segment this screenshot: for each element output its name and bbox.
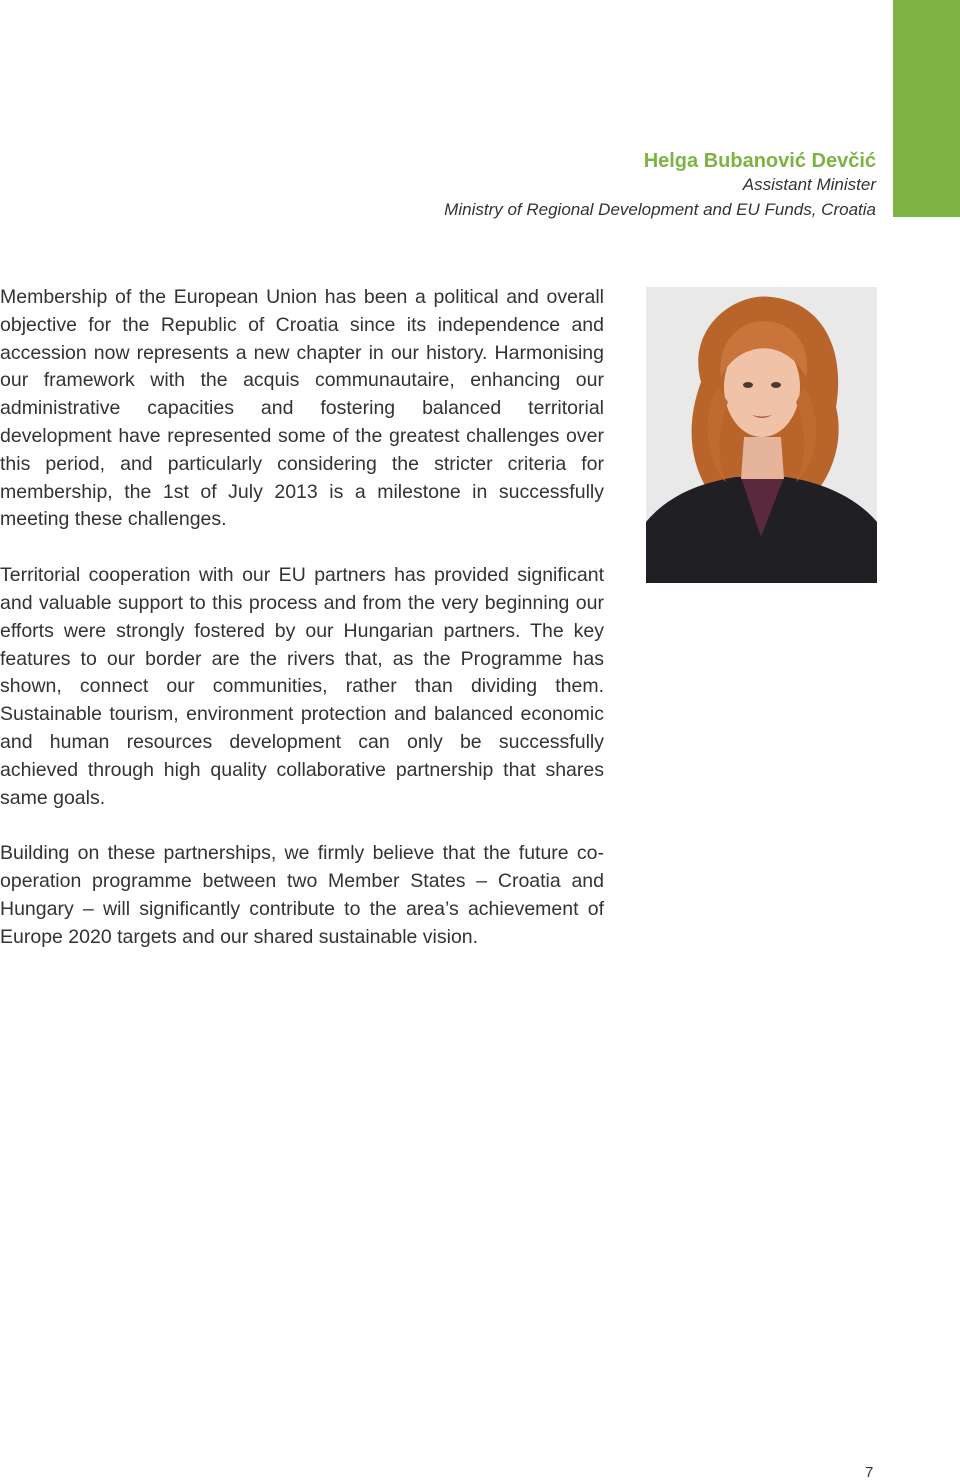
page-number: 7 <box>865 1464 874 1481</box>
author-role: Assistant Minister <box>742 175 876 194</box>
paragraph-1: Membership of the European Union has been a political and overall objective for the Republic of Croatia since its independence and accession now represents a new chapter in our history. Harmonising our framework with the acquis communautaire, enhancing our administrative capacities and fostering balanced territorial development have represented some of the greatest challenges over this period, and particularly considering the stricter criteria for membership, the 1st of July 2013 is a milestone in successfully meeting these challenges. <box>0 286 604 531</box>
paragraph-3: Building on these partnerships, we firmly believe that the future co-operation programme between two Member States – Croatia and Hungary – will significantly contribute to the area’s achievement of Europe 2020 targets and our shared sustainable vision. <box>0 842 604 948</box>
green-accent-bar <box>893 0 960 217</box>
portrait-illustration <box>646 287 877 583</box>
author-organization: Ministry of Regional Development and EU Funds, Croatia <box>444 200 876 219</box>
author-header <box>316 150 876 222</box>
author-name: Helga Bubanović Devčić <box>643 150 876 172</box>
paragraph-2: Territorial cooperation with our EU partners has provided significant and valuable support to this process and from the very beginning our efforts were strongly fostered by our Hungarian partners. The key features to our border are the rivers that, as the Programme has shown, connect our communities, rather than dividing them. Sustainable tourism, environment protection and balanced economic and human resources development can only be successfully achieved through high quality collaborative partnership that shares same goals. <box>0 564 604 809</box>
article-body <box>0 284 604 980</box>
portrait-photo <box>646 287 877 583</box>
